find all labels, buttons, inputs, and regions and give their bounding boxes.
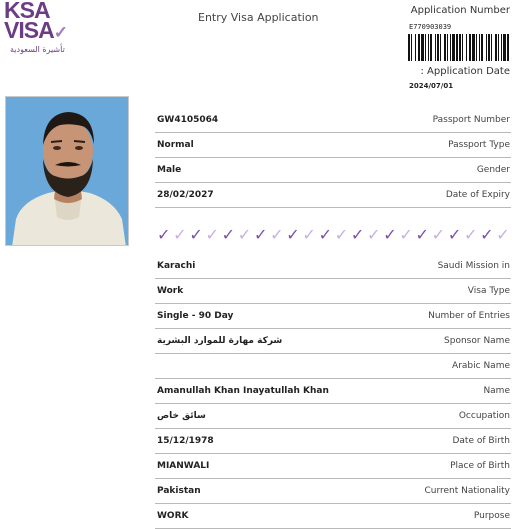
applicant-photo: [5, 96, 129, 246]
visa-field-label: Purpose: [473, 511, 510, 521]
visa-field-value: WORK: [157, 511, 189, 521]
application-date-value: 2024/07/01: [409, 82, 454, 90]
security-ticks-strip: [157, 225, 510, 244]
passport-field-value: GW4105064: [157, 115, 219, 125]
visa-field-label: Sponsor Name: [444, 336, 510, 346]
check-icon: ✓: [221, 224, 236, 244]
visa-field-value: Amanullah Khan Inayatullah Khan: [157, 386, 329, 396]
visa-field-value: شركة مهارة للموارد البشرية: [157, 336, 283, 346]
passport-field-label: Date of Expiry: [445, 190, 510, 200]
visa-field-label: Saudi Mission in: [437, 261, 510, 271]
visa-field-row: [155, 254, 511, 279]
check-icon: ✓: [496, 224, 510, 244]
visa-field-row: [155, 329, 511, 354]
logo-line-visa: VISA✓: [4, 17, 67, 43]
logo-check-icon: ✓: [53, 23, 67, 42]
visa-field-value: Pakistan: [157, 486, 201, 496]
passport-field-label: Passport Number: [432, 115, 510, 125]
check-icon: ✓: [173, 224, 187, 244]
applicant-portrait: [6, 97, 129, 246]
logo-arabic-text: تأشيرة السعودية: [10, 45, 65, 54]
check-icon: ✓: [447, 224, 462, 244]
visa-field-value: Work: [157, 286, 184, 296]
check-icon: ✓: [302, 224, 316, 244]
application-barcode: [408, 34, 510, 61]
visa-field-row: [155, 404, 511, 429]
visa-field-label: Number of Entries: [428, 311, 510, 321]
passport-field-row: [155, 183, 511, 208]
visa-field-value: MIANWALI: [157, 461, 210, 471]
visa-field-label: Occupation: [458, 411, 510, 421]
check-icon: ✓: [334, 224, 349, 244]
document-title: Entry Visa Application: [198, 11, 319, 24]
visa-field-value: سائق خاص: [157, 411, 206, 421]
visa-field-row: [155, 379, 511, 404]
visa-field-row: [155, 479, 511, 504]
visa-field-value: Single - 90 Day: [157, 311, 234, 321]
passport-field-row: [155, 133, 511, 158]
visa-field-label: Place of Birth: [450, 461, 510, 471]
visa-field-row: [155, 279, 511, 304]
visa-field-label: Current Nationality: [424, 486, 510, 496]
check-icon: ✓: [189, 224, 203, 244]
check-icon: ✓: [383, 224, 397, 244]
check-icon: ✓: [270, 224, 284, 244]
check-icon: ✓: [480, 224, 494, 244]
check-icon: ✓: [415, 224, 429, 244]
visa-field-row: [155, 354, 511, 379]
visa-field-row: [155, 304, 511, 329]
check-icon: ✓: [463, 224, 478, 244]
check-icon: ✓: [431, 224, 446, 244]
visa-field-label: Date of Birth: [452, 436, 510, 446]
check-icon: ✓: [157, 224, 171, 244]
passport-field-label: Gender: [476, 165, 510, 175]
visa-field-label: Name: [483, 386, 510, 396]
visa-field-row: [155, 454, 511, 479]
visa-field-value: 15/12/1978: [157, 436, 214, 446]
check-icon: ✓: [318, 224, 332, 244]
passport-field-row: [155, 108, 511, 133]
ksa-visa-logo: [4, 0, 76, 56]
check-icon: ✓: [237, 224, 252, 244]
visa-field-label: Visa Type: [467, 286, 510, 296]
passport-field-value: Male: [157, 165, 182, 175]
check-icon: ✓: [367, 224, 381, 244]
check-icon: ✓: [286, 224, 300, 244]
application-date-label: : Application Date: [420, 66, 510, 77]
application-number-label: Application Number: [410, 5, 510, 16]
visa-field-label: Arabic Name: [452, 361, 510, 371]
visa-field-row: [155, 504, 511, 529]
check-icon: ✓: [205, 224, 219, 244]
application-number-value: E770903039: [409, 23, 452, 31]
passport-field-value: 28/02/2027: [157, 190, 214, 200]
check-icon: ✓: [350, 224, 365, 244]
passport-field-label: Passport Type: [448, 140, 510, 150]
passport-field-row: [155, 158, 511, 183]
logo-line-ksa: KSA: [4, 0, 50, 23]
visa-field-value: Karachi: [157, 261, 196, 271]
check-icon: ✓: [253, 224, 268, 244]
check-icon: ✓: [399, 224, 413, 244]
visa-field-row: [155, 429, 511, 454]
passport-field-value: Normal: [157, 140, 194, 150]
